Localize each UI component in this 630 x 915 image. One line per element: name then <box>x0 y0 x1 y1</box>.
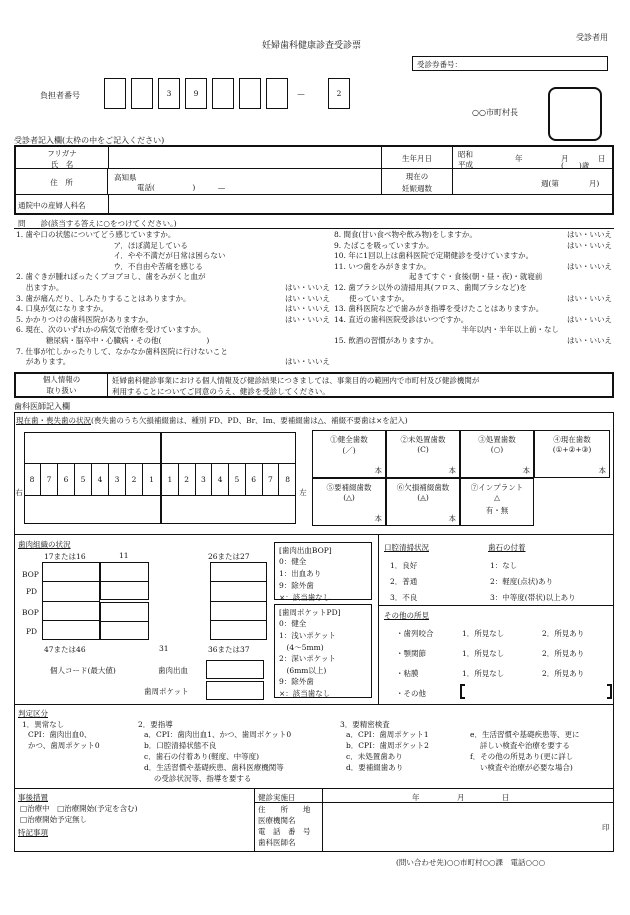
count-box-needs-prosthesis[interactable]: ⑤要補綴歯数 (△) 本 <box>312 478 386 526</box>
privacy-box <box>14 372 614 398</box>
payer-digit-dash: — <box>297 89 305 98</box>
row-label-bop: BOP <box>22 570 39 579</box>
count-box-treated[interactable]: ③処置歯数 (○) 本 <box>460 430 534 478</box>
post-measures-heading: 事後措置 <box>18 793 48 802</box>
guidance-item[interactable]: d．生活習慣や基礎疾患、歯科医療機関等 <box>144 763 284 772</box>
day-label: 日 <box>598 154 606 163</box>
privacy-text-2: 利用することについてご同意のうえ、健診を受診してください。 <box>112 387 330 396</box>
count-box-implant[interactable]: ⑦インプラント △ 有・無 <box>460 478 534 526</box>
calculus-option[interactable]: 2：軽度(点状)あり <box>490 577 554 586</box>
inquiry-contact: (問い合わせ先)○○市町村○○課 電話○○○ <box>396 858 546 867</box>
question-line[interactable]: 12. 歯ブラシ以外の清掃用具(フロス、歯間ブラシなど)を <box>334 282 527 292</box>
question-line[interactable]: 11. いつ歯をみがきますか。 <box>334 261 431 271</box>
year-label: 年 <box>515 154 523 163</box>
cleaning-option[interactable]: 1．良好 <box>390 561 418 570</box>
pregnancy-weeks-field[interactable]: 週(第 月) <box>541 179 600 188</box>
bleeding-label: 歯肉出血 <box>158 666 188 675</box>
clinic-label: 通院中の産婦人科名 <box>18 201 86 210</box>
row-label-pd: PD <box>26 627 38 636</box>
payer-digit-box[interactable] <box>104 78 126 109</box>
teeth-note: (喪失歯のうち欠損補綴歯は、種別 FD、PD、Br、Im、要補綴歯は△、補綴不要歯は×を記入) <box>91 416 408 425</box>
row-label-pd: PD <box>26 587 38 596</box>
post-measures-options-1[interactable]: □治療中 □治療開始(予定を含む) <box>20 804 138 813</box>
prefecture: 高知県 <box>114 173 137 182</box>
tooth-36-37: 36または37 <box>208 645 250 654</box>
count-box-present[interactable]: ④現在歯数 (①+②+③) 本 <box>534 430 610 478</box>
clinic-field[interactable] <box>108 195 612 213</box>
tooth-counts-grid <box>312 430 610 526</box>
birthdate-field[interactable] <box>453 147 612 169</box>
tooth-number[interactable]: 5 <box>75 463 92 495</box>
cleaning-option[interactable]: 3．不良 <box>390 593 418 602</box>
post-measures-options-2[interactable]: □治療開始予定無し <box>20 815 88 824</box>
tooth-number[interactable]: 8 <box>24 463 41 495</box>
judgement-detailed-exam[interactable]: 3．要精密検査 <box>340 720 390 729</box>
tooth-number[interactable]: 3 <box>196 463 213 495</box>
phone-label: 電話( ) — <box>137 183 226 192</box>
tooth-47-46: 47または46 <box>44 645 86 654</box>
pd-legend: [歯周ポケットPD] 0：健全 1：浅いポケット (4～5mm) 2：深いポケット (6mm以上) 9：除外歯 ×：該当歯なし <box>274 604 372 698</box>
payer-digit-box[interactable] <box>239 78 261 109</box>
tooth-31: 31 <box>159 644 169 653</box>
cleaning-heading: 口腔清掃状況 <box>384 543 429 552</box>
calculus-option[interactable]: 3：中等度(帯状)以上あり <box>490 593 576 602</box>
tooth-chart <box>16 430 310 526</box>
era-heisei: 平成 <box>458 160 473 169</box>
address-field[interactable] <box>109 169 381 195</box>
questionnaire-right: 8. 間食(甘い食べ物や飲み物)をしますか。 はい・いいえ 9. たばこを吸っていますか。 はい・いいえ 10. 年に1回以上は歯科医院で定期健診を受けていますか。 はい・いいえ 11. いつ歯をみがきますか。 起きてすぐ・食後(朝・昼・夜)・就寝前 12. 歯ブラシ以外の清掃用具(フロス、歯間ブラシなど)を 使っていますか。 はい・いいえ 13. 歯科医院などで歯みがき指導を受けたことはありますか。 はい・いいえ 14. 直近の歯科医院受診はいつですか。 半年以内・半年以上前・なし 15. 飲酒の習慣がありますか。 はい・いいえ <box>334 230 612 345</box>
voucher-number-label: 受診券番号： <box>417 60 462 69</box>
question-line[interactable]: 使っていますか。 はい・いいえ <box>334 293 612 303</box>
pocket-label: 歯周ポケット <box>144 687 189 696</box>
official-seal-box <box>548 87 602 141</box>
detailed-exam-item: 詳しい検査や治療を要する <box>470 741 570 750</box>
tooth-number[interactable]: 1 <box>162 463 179 495</box>
age-label: ( )歳 <box>561 161 590 170</box>
bleeding-code-field[interactable] <box>206 660 264 679</box>
privacy-text-1: 妊婦歯科健診事業における個人情報及び健診結果につきましては、事業目的の範囲内で市町村及び健診機関が <box>112 376 480 385</box>
dentist-section-title: 歯科医師記入欄 <box>14 402 70 411</box>
tooth-17-16: 17または16 <box>44 552 86 561</box>
payer-number-boxes <box>104 78 362 109</box>
left-side-label: 左 <box>299 487 307 497</box>
weeks-label-1: 現在の <box>405 171 429 181</box>
birthdate-label: 生年月日 <box>381 147 453 169</box>
name-label: 氏 名 <box>50 160 74 169</box>
detailed-exam-item[interactable]: c．未処置歯あり <box>346 752 403 761</box>
address-label-clinic: 住 所 地 <box>258 805 311 814</box>
question-line[interactable]: 10. 年に1回以上は歯科医院で定期健診を受けていますか。 <box>334 251 534 261</box>
count-box-prosthesis[interactable]: ⑥欠損補綴歯数 (◬) 本 <box>386 478 460 526</box>
upper-left-teeth <box>162 463 296 495</box>
gum-heading: 歯肉組織の状況 <box>18 540 71 549</box>
question-line[interactable]: 3. 歯が痛んだり、しみたりすることはありますか。 はい・いいえ <box>16 293 330 303</box>
era-showa: 昭和 <box>458 150 473 159</box>
tooth-26-27: 26または27 <box>208 552 250 561</box>
clinic-info-field[interactable] <box>323 803 613 851</box>
calculus-option[interactable]: 1：なし <box>490 561 518 570</box>
privacy-label-2: 取り扱い <box>46 386 77 395</box>
mucosa-option-none[interactable]: 1．所見なし <box>462 669 505 678</box>
jaw-joint-label: ・顎関節 <box>396 649 426 658</box>
weeks-label-2: 妊娠週数 <box>402 183 432 193</box>
question-line[interactable]: 14. 直近の歯科医院受診はいつですか。 <box>334 314 469 324</box>
payer-digit-box[interactable]: 2 <box>328 78 350 109</box>
detailed-exam-item: い検査や治療が必要な場合) <box>470 763 573 772</box>
voucher-number-field[interactable] <box>412 56 608 71</box>
institution-label: 医療機関名 <box>258 816 296 825</box>
question-line[interactable]: イ．やや不満だが日常は困らない <box>16 251 226 261</box>
patient-section-title: 受診者記入欄(太枠の中をご記入ください) <box>14 136 165 145</box>
question-line[interactable]: 8. 間食(甘い食べ物や飲み物)をしますか。 はい・いいえ <box>334 230 612 239</box>
detailed-exam-item[interactable]: f．その他の所見あり(更に詳し <box>470 752 574 761</box>
judgement-heading: 判定区分 <box>18 709 48 718</box>
pocket-code-field[interactable] <box>206 681 264 700</box>
other-findings-field[interactable] <box>460 684 612 699</box>
tooth-number[interactable]: 6 <box>58 463 75 495</box>
detailed-exam-item[interactable]: d．要補綴歯あり <box>346 763 404 772</box>
tooth-number[interactable]: 5 <box>229 463 246 495</box>
question-line[interactable]: 4. 口臭が気になりますか。 はい・いいえ <box>16 304 330 314</box>
teeth-heading: 現在歯・喪失歯の状況 <box>16 416 91 425</box>
tooth-number[interactable]: 1 <box>149 474 154 484</box>
jaw-joint-option-none[interactable]: 1．所見なし <box>462 649 505 658</box>
judgement-normal-line: かつ、歯周ポケット0 <box>28 741 100 750</box>
question-line[interactable]: 半年以内・半年以上前・なし <box>334 325 559 335</box>
question-line[interactable]: ア．ほぼ満足している <box>16 240 188 250</box>
question-line[interactable]: 6. 現在、次のいずれかの病気で治療を受けていますか。 <box>16 325 206 335</box>
row-label-bop: BOP <box>22 608 39 617</box>
tooth-number[interactable]: 2 <box>126 463 143 495</box>
question-line[interactable]: 起きてすぐ・食後(朝・昼・夜)・就寝前 <box>334 272 543 282</box>
guidance-item: の受診状況等、指導を要する <box>144 774 252 783</box>
questionnaire-heading: 問 診(該当する答えに○をつけてください。) <box>14 215 614 229</box>
jaw-joint-option-yes[interactable]: 2．所見あり <box>542 649 585 658</box>
question-line[interactable]: ウ．不自由や苦痛を感じる <box>16 261 203 271</box>
calculus-heading: 歯石の付着 <box>488 543 526 552</box>
question-line[interactable]: 13. 歯科医院などで歯みがき指導を受けたことはありますか。 <box>334 304 544 314</box>
guidance-item[interactable]: c．歯石の付着あり(軽度、中等度) <box>144 752 260 761</box>
payer-number-label: 負担者番号 <box>40 91 80 100</box>
tooth-number[interactable]: 4 <box>212 463 229 495</box>
special-notes-heading: 特記事項 <box>18 828 48 837</box>
question-line[interactable]: 7. 仕事が忙しかったりして、なかなか歯科医院に行けないこと <box>16 346 228 356</box>
address-label: 住 所 <box>16 169 108 195</box>
payer-digit-box[interactable]: 3 <box>158 78 180 109</box>
name-field[interactable] <box>109 147 381 169</box>
privacy-label-1: 個人情報の <box>42 375 81 384</box>
count-box-untreated[interactable]: ②未処置歯数 (C) 本 <box>386 430 460 478</box>
form-title: 妊婦歯科健康診査受診票 <box>262 41 362 51</box>
tooth-11: 11 <box>119 551 129 560</box>
month-label: 月 <box>561 154 569 163</box>
judgement-normal-line: CPI：歯肉出血0、 <box>28 730 92 739</box>
payer-digit-box[interactable]: 9 <box>185 78 207 109</box>
seal-mark: 印 <box>602 823 610 832</box>
tooth-number[interactable]: 8 <box>285 474 291 484</box>
mucosa-option-yes[interactable]: 2．所見あり <box>542 669 585 678</box>
furigana-label: フリガナ <box>47 149 77 158</box>
question-line[interactable]: 15. 飲酒の習慣がありますか。 はい・いいえ <box>334 335 612 345</box>
exam-date-label: 健診実施日 <box>258 793 296 802</box>
gum-grid <box>42 562 267 640</box>
judgement-guidance[interactable]: 2．要指導 <box>138 720 173 729</box>
question-line[interactable]: があります。 はい・いいえ <box>16 357 330 367</box>
count-box-healthy[interactable]: ①健全歯数 (／) 本 <box>312 430 386 478</box>
teeth-heading-line <box>16 415 408 426</box>
corner-label: 受診者用 <box>576 33 608 42</box>
question-line[interactable]: 糖尿病・脳卒中・心臓病・その他( ) <box>16 335 210 345</box>
tooth-number[interactable]: 4 <box>92 463 109 495</box>
question-line[interactable]: 9. たばこを吸っていますか。 はい・いいえ <box>334 240 612 250</box>
personal-code-label: 個人コード(最大値) <box>50 666 116 675</box>
detailed-exam-item[interactable]: a．CPI：歯周ポケット1 <box>346 730 429 739</box>
dentist-name-label: 歯科医師名 <box>258 838 296 847</box>
question-line[interactable]: 2. 歯ぐきが腫れぼったくブヨブヨし、歯をみがくと血が <box>16 272 206 282</box>
bop-legend: [歯肉出血BOP] 0：健全 1：出血あり 9：除外歯 ×：該当歯なし <box>274 542 372 600</box>
occlusion-option-yes[interactable]: 2．所見あり <box>542 629 585 638</box>
mucosa-label: ・粘膜 <box>396 669 419 678</box>
tooth-number[interactable]: 3 <box>109 463 126 495</box>
questionnaire-left <box>16 230 330 368</box>
cleaning-option[interactable]: 2．普通 <box>390 577 418 586</box>
mayor-name: ○○市町村長 <box>472 108 518 117</box>
tooth-number[interactable]: 6 <box>246 463 263 495</box>
payer-digit-box[interactable] <box>212 78 234 109</box>
exam-date-field[interactable]: 年 月 日 <box>412 793 510 802</box>
payer-digit-box[interactable] <box>266 78 288 109</box>
tooth-number[interactable]: 7 <box>263 463 280 495</box>
tooth-number[interactable]: 2 <box>179 463 196 495</box>
detailed-exam-item[interactable]: b．CPI：歯周ポケット2 <box>346 741 429 750</box>
occlusion-option-none[interactable]: 1．所見なし <box>462 629 505 638</box>
other-findings-heading: その他の所見 <box>384 611 429 620</box>
judgement-normal[interactable]: 1．異常なし <box>22 720 65 729</box>
upper-right-teeth <box>24 463 160 495</box>
question-line[interactable]: 1. 歯や口の状態についてどう感じていますか。 <box>16 230 176 239</box>
question-line[interactable]: 出ますか。 はい・いいえ <box>16 282 330 292</box>
question-line[interactable]: 5. かかりつけの歯科医院がありますか。 はい・いいえ <box>16 314 330 324</box>
clinic-phone-label: 電 話 番 号 <box>258 827 311 836</box>
right-side-label: 右 <box>15 487 23 497</box>
detailed-exam-item[interactable]: e．生活習慣や基礎疾患等、更に <box>470 730 580 739</box>
occlusion-label: ・歯列咬合 <box>396 629 434 638</box>
other-label: ・その他 <box>396 689 426 698</box>
guidance-item[interactable]: b．口腔清掃状態不良 <box>144 741 217 750</box>
tooth-number[interactable]: 7 <box>41 463 58 495</box>
patient-info-table <box>14 145 614 215</box>
payer-digit-box[interactable] <box>131 78 153 109</box>
guidance-item[interactable]: a．CPI：歯肉出血1、かつ、歯周ポケット0 <box>144 730 292 739</box>
